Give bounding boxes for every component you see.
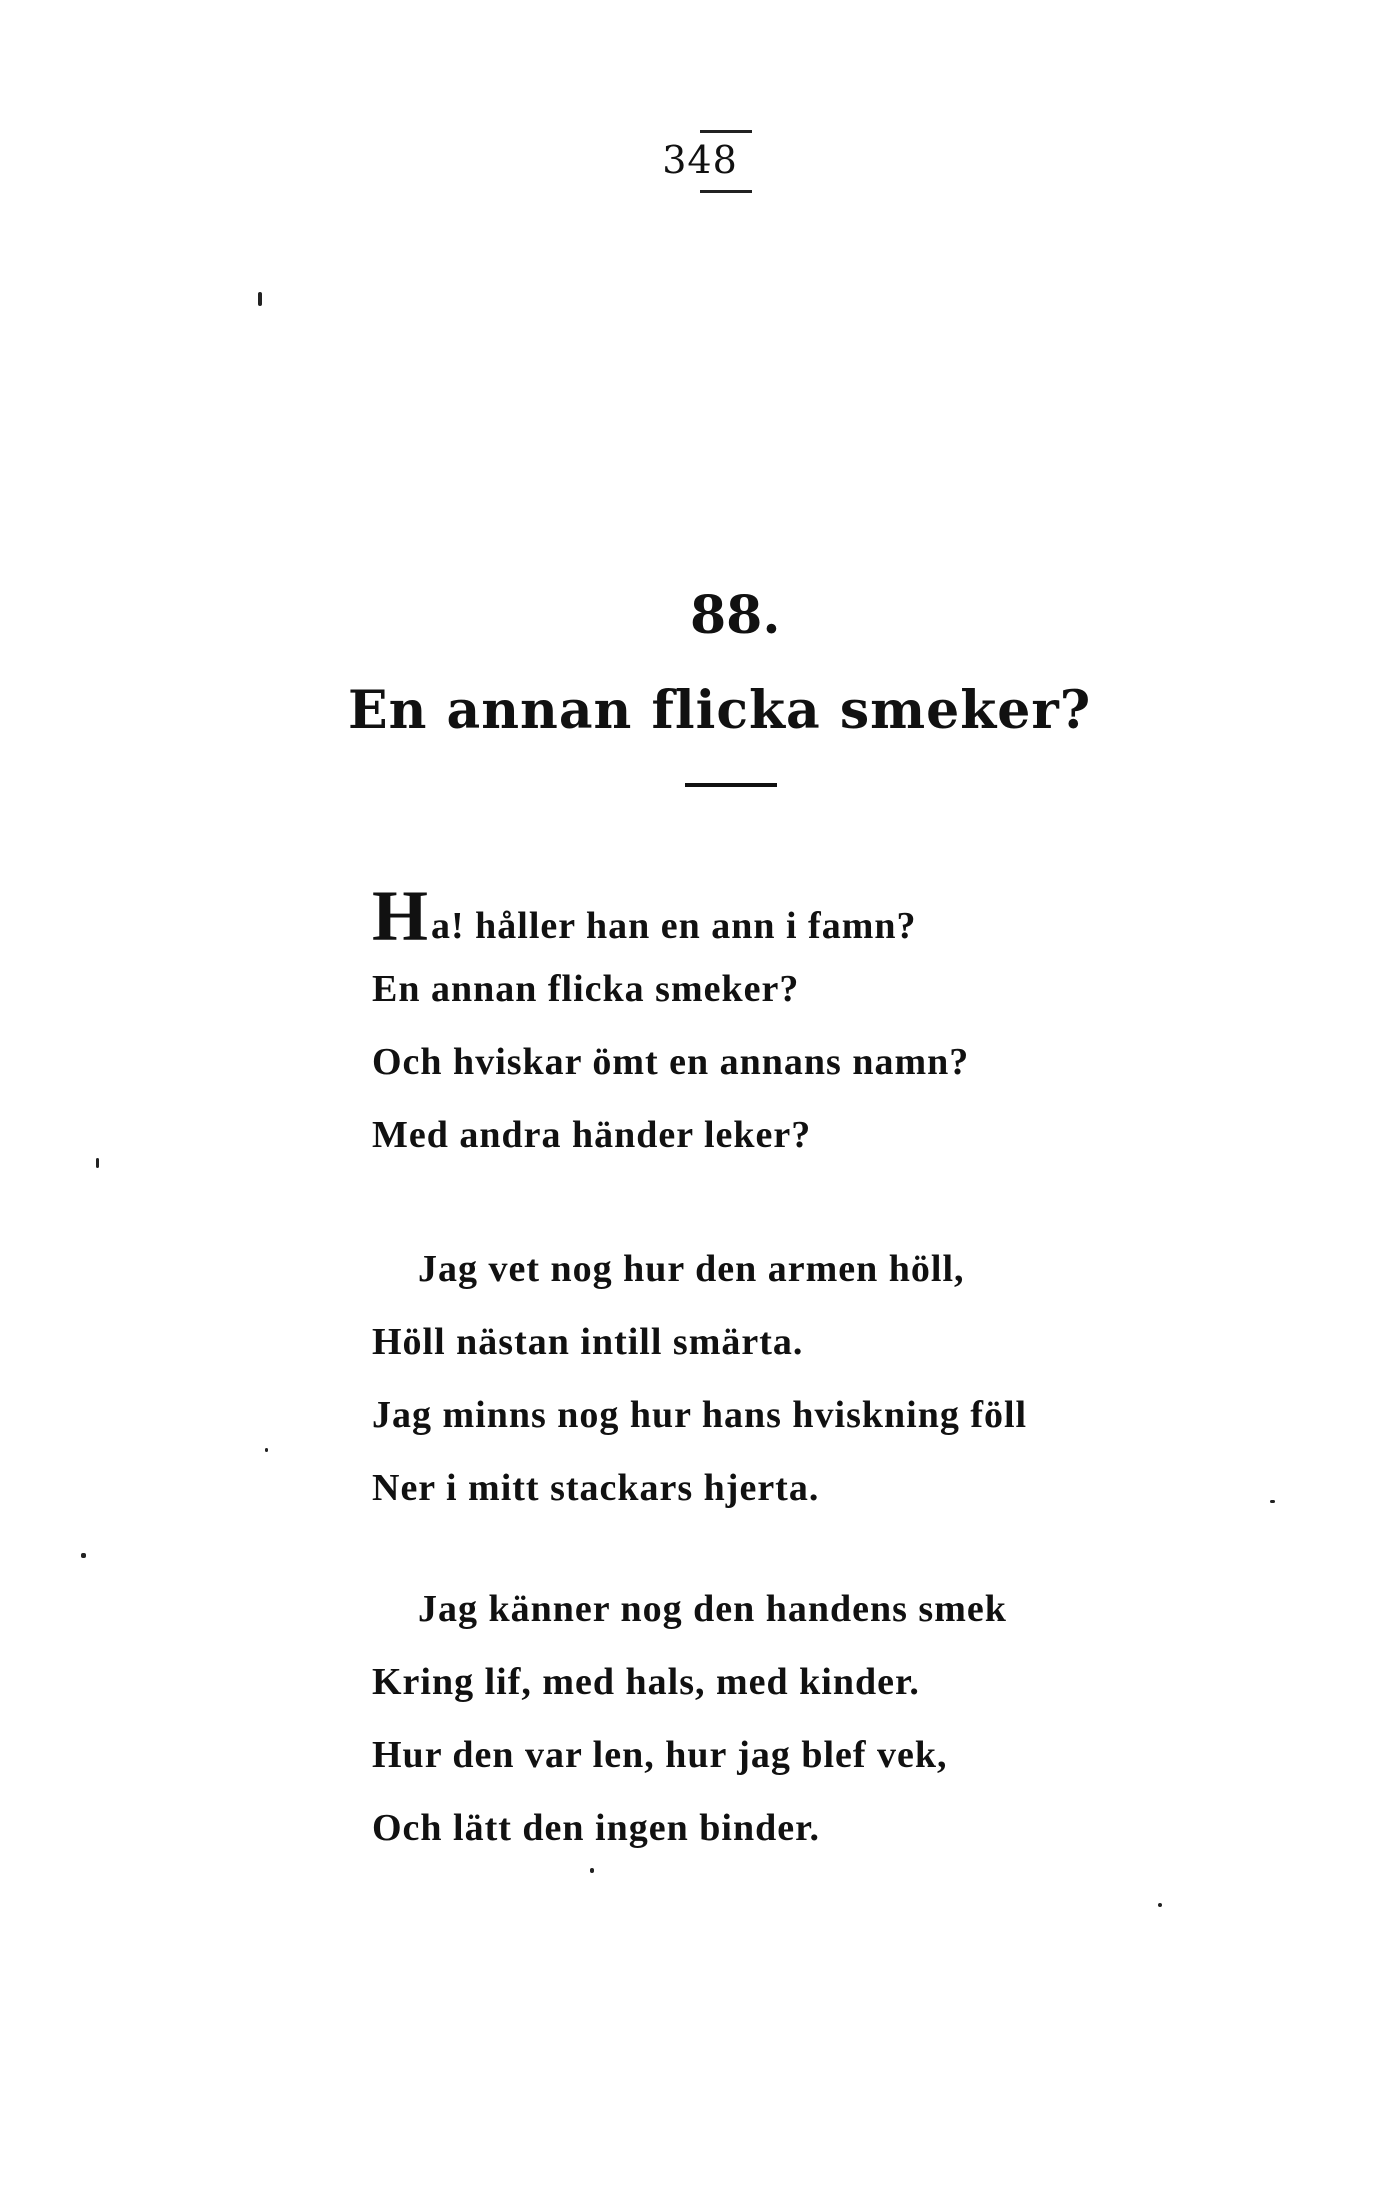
page-number-underline [700,190,752,193]
page-number: 348 [662,138,738,182]
poem-number: 88. [690,585,781,646]
scan-speck [1158,1903,1162,1907]
poem-line: Jag vet nog hur den armen höll, [418,1248,965,1290]
drop-cap: H [372,876,430,956]
stanza-1 [372,876,970,1172]
poem-line: Jag känner nog den handens smek [418,1588,1007,1630]
poem-line: Höll nästan intill smärta. [372,1321,804,1363]
scan-speck [1270,1500,1275,1503]
scan-speck [590,1868,594,1873]
scan-speck [96,1158,99,1168]
poem-line [372,876,969,956]
scan-speck [258,292,262,306]
poem-line: Ner i mitt stackars hjerta. [372,1467,820,1509]
poem-line: Och lätt den ingen binder. [372,1807,820,1849]
poem-line: Jag minns nog hur hans hviskning föll [372,1394,1028,1436]
poem-line: Och hviskar ömt en annans namn? [372,1041,970,1083]
scan-speck [81,1553,86,1558]
drop-cap-rest: a! håller han en ann i famn? [431,905,917,947]
poem-title: En annan flicka smeker? [348,680,1092,741]
scan-speck [265,1448,268,1452]
poem-line: Med andra händer leker? [372,1114,812,1156]
stanza-3 [372,1573,1007,1865]
poem-line: En annan flicka smeker? [372,968,800,1010]
stanza-2 [372,1233,1027,1525]
title-divider [685,783,777,787]
poem-line: Kring lif, med hals, med kinder. [372,1661,920,1703]
top-rule [700,130,752,133]
poem-line: Hur den var len, hur jag blef vek, [372,1734,948,1776]
